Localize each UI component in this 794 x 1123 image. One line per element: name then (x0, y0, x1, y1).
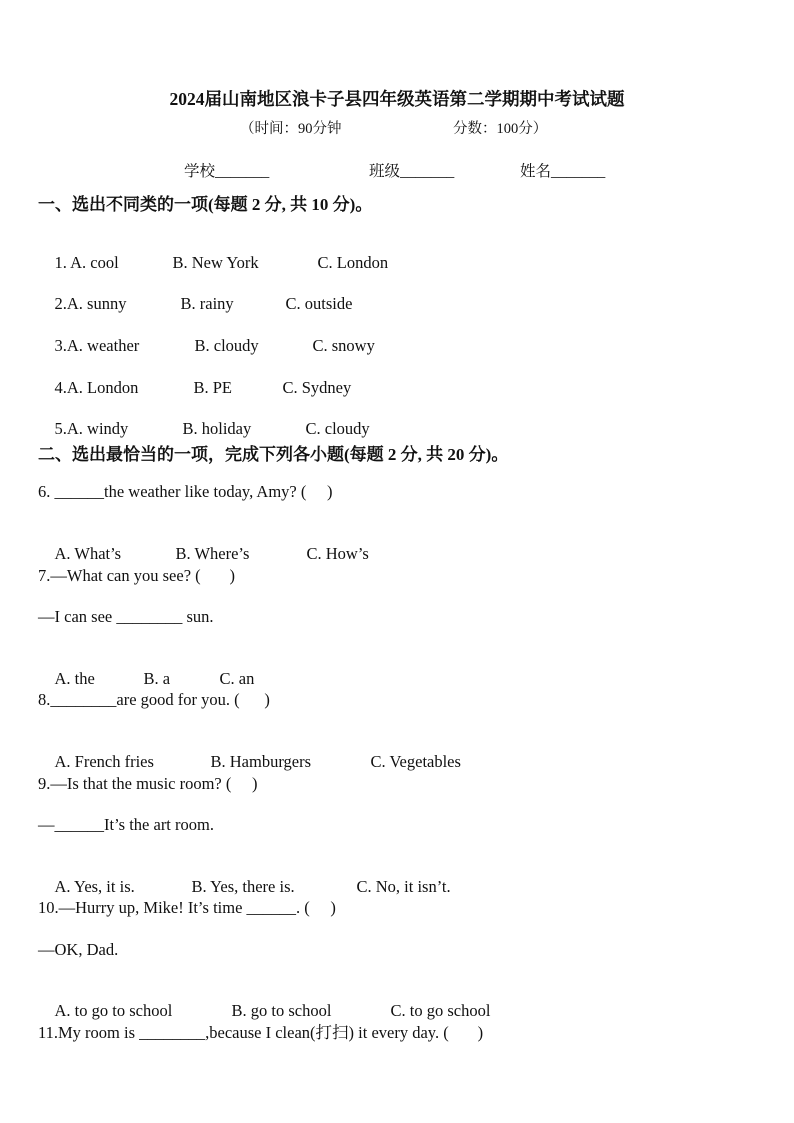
page-title: 2024届山南地区浪卡子县四年级英语第二学期期中考试试题 (169, 89, 625, 109)
q5-option-b: B. holiday (182, 419, 252, 438)
school-field: 学校_______ (184, 163, 270, 180)
q6-option-b: B. Where’s (175, 544, 250, 563)
q5-option-a: 5.A. windy (54, 419, 129, 438)
q3-option-b: B. cloudy (194, 336, 259, 355)
q2-option-b: B. rainy (180, 294, 234, 313)
q7-option-c: C. an (219, 669, 255, 688)
q8-option-b: B. Hamburgers (210, 752, 312, 771)
q10-option-b: B. go to school (231, 1001, 332, 1020)
q5-option-c: C. cloudy (305, 419, 370, 438)
score-info: 分数：100分） (453, 121, 548, 137)
q1-option-b: B. New York (172, 253, 259, 272)
q10-option-c: C. to go school (390, 1001, 491, 1020)
q2-option-a: 2.A. sunny (54, 294, 127, 313)
q7-option-b: B. a (143, 669, 171, 688)
question-6-stem: 6. ______the weather like today, Amy? ( ) (38, 482, 333, 501)
q9-option-a: A. Yes, it is. (54, 877, 135, 896)
q1-option-c: C. London (317, 253, 389, 272)
class-field: 班级_______ (369, 163, 455, 180)
q9-option-b: B. Yes, there is. (191, 877, 295, 896)
question-11-stem: 11.My room is ________,because I clean(打扫) it every day. ( ) (38, 1023, 484, 1042)
q4-option-c: C. Sydney (282, 378, 352, 397)
question-8-stem: 8.________are good for you. ( ) (38, 690, 270, 709)
question-7-stem: 7.—What can you see? ( ) (38, 566, 236, 585)
question-10-line2: —OK, Dad. (38, 940, 119, 959)
question-7-line2: —I can see ________ sun. (38, 607, 214, 626)
question-9-line2: —______It’s the art room. (38, 815, 214, 834)
question-9-stem: 9.—Is that the music room? ( ) (38, 774, 258, 793)
q6-option-a: A. What’s (54, 544, 122, 563)
q4-option-b: B. PE (193, 378, 233, 397)
q6-option-c: C. How’s (306, 544, 369, 563)
q2-option-c: C. outside (285, 294, 353, 313)
q10-option-a: A. to go to school (54, 1001, 173, 1020)
q1-option-a: 1. A. cool (54, 253, 119, 272)
q3-option-a: 3.A. weather (54, 336, 140, 355)
name-field: 姓名_______ (520, 163, 606, 180)
section-one-heading: 一、选出不同类的一项(每题 2 分, 共 10 分)。 (38, 195, 373, 214)
q7-option-a: A. the (54, 669, 95, 688)
question-10-stem: 10.—Hurry up, Mike! It’s time ______. ( ) (38, 898, 336, 917)
q8-option-a: A. French fries (54, 752, 154, 771)
time-info: （时间：90分钟 (240, 121, 342, 137)
q8-option-c: C. Vegetables (370, 752, 461, 771)
q9-option-c: C. No, it isn’t. (356, 877, 451, 896)
q4-option-a: 4.A. London (54, 378, 139, 397)
section-two-heading: 二、选出最恰当的一项，完成下列各小题(每题 2 分, 共 20 分)。 (38, 445, 509, 464)
q3-option-c: C. snowy (312, 336, 375, 355)
